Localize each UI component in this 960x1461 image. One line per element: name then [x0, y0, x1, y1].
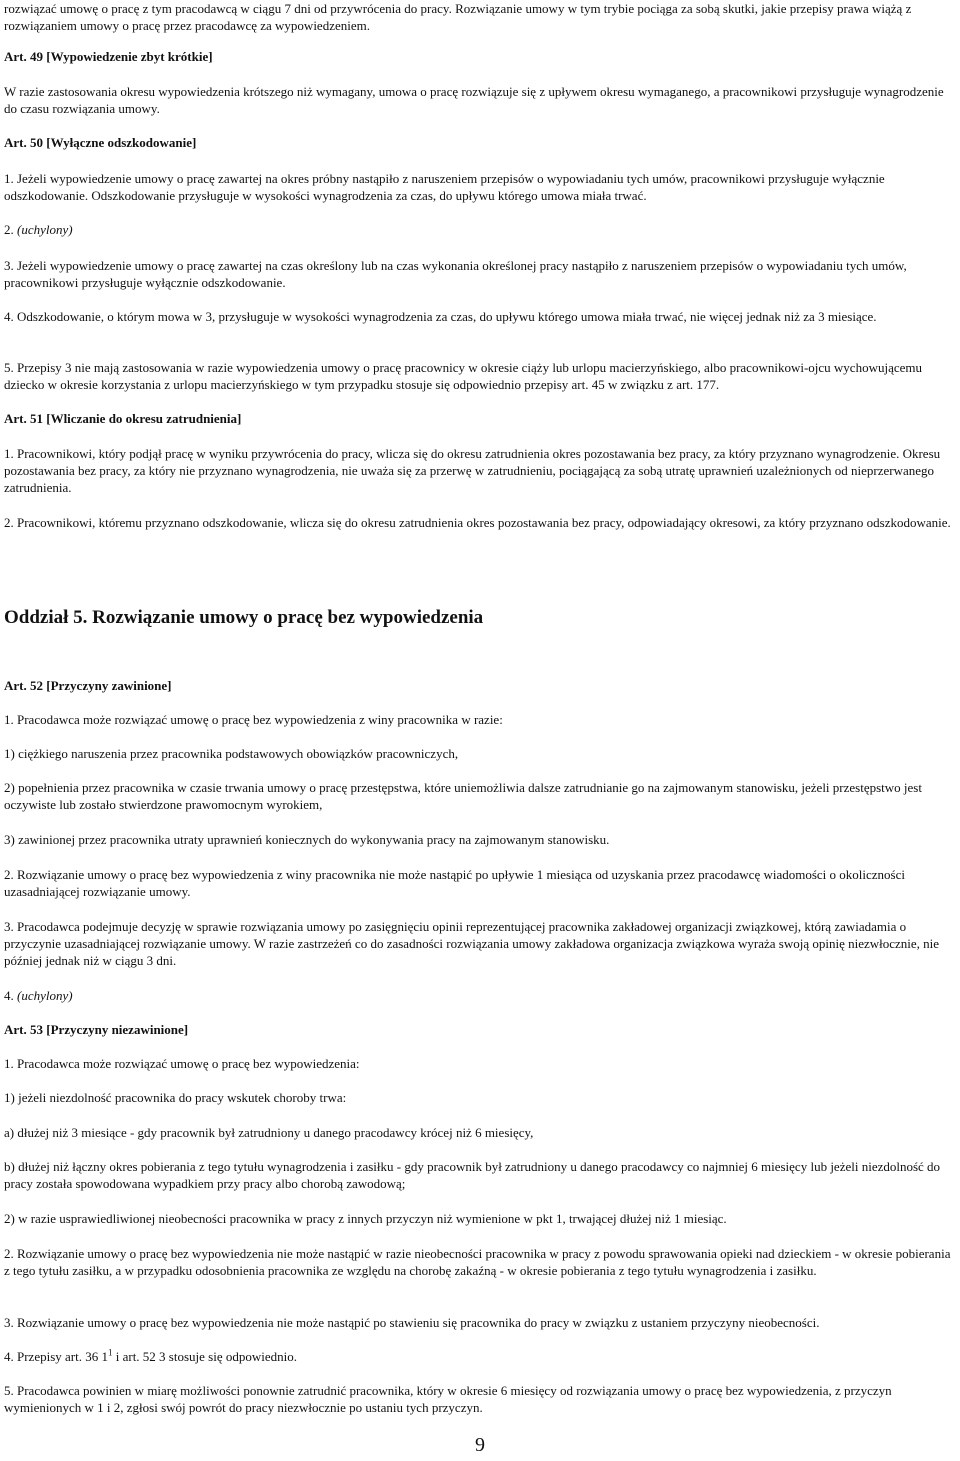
art50-heading: Art. 50 [Wyłączne odszkodowanie] [4, 135, 197, 150]
art53-item-b: b) dłużej niż łączny okres pobierania z tego tytułu wynagrodzenia i zasiłku - gdy pracownik był zatrudniony u danego pracodawcy co najmniej 6 miesięcy lub jeżeli niezdolność do pracy została spowodowana wypadkiem przy pracy albo chorobą zawodową; [4, 1159, 941, 1191]
art53-paragraph-5: 5. Pracodawca powinien w miarę możliwości ponownie zatrudnić pracownika, który w okresie 6 miesięcy od rozwiązania umowy o pracę bez wypowiedzenia, z przyczyn wymienionych w 1 i 2, zgłosi swój powrót do pracy niezwłocznie po ustaniu tych przyczyn. [4, 1383, 892, 1415]
page-number: 9 [475, 1434, 485, 1456]
art53-paragraph-1: 1. Pracodawca może rozwiązać umowę o pracę bez wypowiedzenia: [4, 1056, 360, 1071]
art52-paragraph-3: 3. Pracodawca podejmuje decyzję w sprawie rozwiązania umowy po zasięgnięciu opinii reprezentującej pracownika zakładowej organizacji związkowej, którą zawiadamia o przyczynie uzasadniającej rozwiązanie umowy. W razie zastrzeżeń co do zasadności rozwiązania umowy zakładowa organizacja związkowa wyraża swoją opinię niezwłocznie, nie później jednak niż w ciągu 3 dni. [4, 919, 940, 968]
art50-paragraph-2-number: 2. [4, 222, 14, 237]
art51-paragraph-2: 2. Pracownikowi, któremu przyznano odszkodowanie, wlicza się do okresu zatrudnienia okres pozostawania bez pracy, odpowiadający okresowi, za który przyznano odszkodowanie. [4, 515, 951, 530]
art49-heading: Art. 49 [Wypowiedzenie zbyt krótkie] [4, 49, 213, 64]
art53-item-1: 1) jeżeli niezdolność pracownika do pracy wskutek choroby trwa: [4, 1090, 347, 1105]
art52-item-2: 2) popełnienia przez pracownika w czasie trwania umowy o pracę przestępstwa, które uniemożliwia dalsze zatrudnianie go na zajmowanym stanowisku, jeżeli przestępstwo jest oczywiste lub zostało stwierdzone prawomocnym wyrokiem, [4, 780, 922, 812]
art50-paragraph-1: 1. Jeżeli wypowiedzenie umowy o pracę zawartej na okres próbny nastąpiło z naruszeniem przepisów o wypowiadaniu tych umów, pracownikowi przysługuje wyłącznie odszkodowanie. Odszkodowanie przysługuje w wysokości wynagrodzenia za czas, do upływu którego umowa miała trwać. [4, 171, 885, 203]
art52-paragraph-2: 2. Rozwiązanie umowy o pracę bez wypowiedzenia z winy pracownika nie może nastąpić po upływie 1 miesiąca od uzyskania przez pracodawcę wiadomości o okoliczności uzasadniającej rozwiązanie umowy. [4, 867, 905, 899]
art50-paragraph-3: 3. Jeżeli wypowiedzenie umowy o pracę zawartej na czas określony lub na czas wykonania określonej pracy nastąpiło z naruszeniem przepisów o wypowiadaniu tych umów, pracownikowi przysługuje wyłącznie odszkodowanie. [4, 258, 907, 290]
art52-item-3: 3) zawinionej przez pracownika utraty uprawnień koniecznych do wykonywania pracy na zajmowanym stanowisku. [4, 832, 610, 847]
art52-paragraph-4-text: (uchylony) [17, 988, 73, 1003]
paragraph-top-continuation: rozwiązać umowę o pracę z tym pracodawcą w ciągu 7 dni od przywrócenia do pracy. Rozwiązanie umowy w tym trybie pociąga za sobą skutki, jakie przepisy prawa wiążą z rozwiązaniem umowy o pracę przez pracodawcę za wypowiedzeniem. [4, 1, 912, 33]
art52-paragraph-4 [4, 987, 956, 1004]
art53-heading: Art. 53 [Przyczyny niezawinione] [4, 1022, 189, 1037]
art52-paragraph-1: 1. Pracodawca może rozwiązać umowę o pracę bez wypowiedzenia z winy pracownika w razie: [4, 712, 503, 727]
art53-item-2: 2) w razie usprawiedliwionej nieobecności pracownika w pracy z innych przyczyn niż wymienione w pkt 1, trwającej dłużej niż 1 miesiąc. [4, 1211, 727, 1226]
art53-item-a: a) dłużej niż 3 miesiące - gdy pracownik był zatrudniony u danego pracodawcy krócej niż 6 miesięcy, [4, 1125, 534, 1140]
art53-paragraph-4-part-b: i art. 52 3 stosuje się odpowiednio. [112, 1349, 297, 1364]
art53-paragraph-4-superscript: 1 [107, 1347, 113, 1358]
art49-paragraph-1: W razie zastosowania okresu wypowiedzenia krótszego niż wymagany, umowa o pracę rozwiązuje się z upływem okresu wymaganego, a pracownikowi przysługuje wynagrodzenie do czasu rozwiązania umowy. [4, 84, 944, 116]
art51-heading: Art. 51 [Wliczanie do okresu zatrudnienia] [4, 411, 242, 426]
art52-heading: Art. 52 [Przyczyny zawinione] [4, 678, 172, 693]
art52-paragraph-4-number: 4. [4, 988, 14, 1003]
section-heading: Oddział 5. Rozwiązanie umowy o pracę bez wypowiedzenia [4, 607, 484, 628]
art53-paragraph-4-part-a: 4. Przepisy art. 36 1 [4, 1349, 108, 1364]
art53-paragraph-4 [4, 1348, 956, 1365]
art50-paragraph-2 [4, 221, 956, 238]
art51-paragraph-1: 1. Pracownikowi, który podjął pracę w wyniku przywrócenia do pracy, wlicza się do okresu zatrudnienia okres pozostawania bez pracy, za który przyznano wynagrodzenie. Okresu pozostawania bez pracy, za który nie przyznano wynagrodzenia, nie uważa się za przerwę w zatrudnieniu, pociągającą za sobą utratę uprawnień uzależnionych od nieprzerwanego zatrudnienia. [4, 446, 941, 495]
art50-paragraph-5: 5. Przepisy 3 nie mają zastosowania w razie wypowiedzenia umowy o pracę pracownicy w okresie ciąży lub urlopu macierzyńskiego, albo pracownikowi-ojcu wychowującemu dziecko w okresie korzystania z urlopu macierzyńskiego w tym przypadku stosuje się odpowiednio przepisy art. 45 w związku z art. 177. [4, 360, 922, 392]
art53-paragraph-3: 3. Rozwiązanie umowy o pracę bez wypowiedzenia nie może nastąpić po stawieniu się pracownika do pracy w związku z ustaniem przyczyny nieobecności. [4, 1315, 820, 1330]
art50-paragraph-4: 4. Odszkodowanie, o którym mowa w 3, przysługuje w wysokości wynagrodzenia za czas, do upływu którego umowa miała trwać, nie więcej jednak niż za 3 miesiące. [4, 309, 877, 324]
art52-item-1: 1) ciężkiego naruszenia przez pracownika podstawowych obowiązków pracowniczych, [4, 746, 459, 761]
art53-paragraph-2: 2. Rozwiązanie umowy o pracę bez wypowiedzenia nie może nastąpić w razie nieobecności pracownika w pracy z powodu sprawowania opieki nad dzieckiem - w okresie pobierania z tego tytułu zasiłku, a w przypadku odosobnienia pracownika ze względu na chorobę zakaźną - w okresie pobierania z tego tytułu wynagrodzenia i zasiłku. [4, 1246, 951, 1278]
art50-paragraph-2-text: (uchylony) [17, 222, 73, 237]
